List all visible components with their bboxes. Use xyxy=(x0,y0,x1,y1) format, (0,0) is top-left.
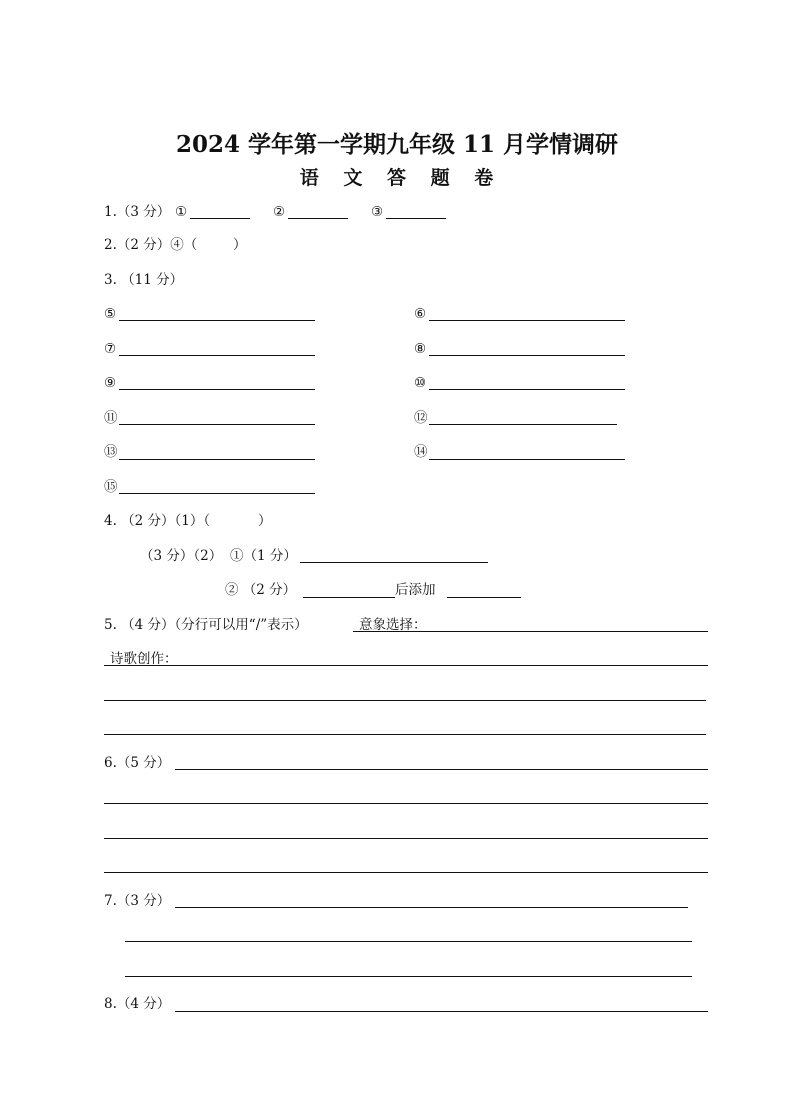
q3-label: 3. （11 分） xyxy=(104,272,184,288)
q6-answer-line-1[interactable] xyxy=(175,769,708,770)
q3-mark-8: ⑧ xyxy=(414,341,427,357)
q4-sub2-label: ② （2 分） xyxy=(225,582,297,598)
q3-answer-13[interactable] xyxy=(119,459,315,460)
q7-answer-line-1[interactable] xyxy=(175,907,688,908)
q5-imagery-label: 意象选择： xyxy=(359,617,427,633)
q4-part2-label: （3 分）（2） xyxy=(140,548,223,564)
q3-answer-11[interactable] xyxy=(119,424,315,425)
q2-label: 2.（2 分）④（ xyxy=(104,237,198,253)
q3-answer-10[interactable] xyxy=(429,389,625,390)
q3-answer-14[interactable] xyxy=(429,459,625,460)
q3-mark-9: ⑨ xyxy=(104,375,117,391)
q3-answer-6[interactable] xyxy=(429,320,625,321)
q3-mark-11: ⑪ xyxy=(104,410,118,426)
q1-answer-1[interactable] xyxy=(190,218,250,219)
q3-answer-12[interactable] xyxy=(429,424,617,425)
q6-label: 6.（5 分） xyxy=(104,755,171,771)
q4-sub1-label: ①（1 分） xyxy=(230,548,297,564)
q3-mark-15: ⑮ xyxy=(104,479,118,495)
q8-answer-line-1[interactable] xyxy=(175,1011,708,1012)
q1-label: 1.（3 分） xyxy=(104,204,171,220)
q3-answer-8[interactable] xyxy=(429,355,625,356)
page-subtitle: 语 文 答 题 卷 xyxy=(299,167,503,189)
q3-mark-13: ⑬ xyxy=(104,444,118,460)
q4-sub1-answer[interactable] xyxy=(300,562,488,563)
q4-add-after: 后添加 xyxy=(395,582,436,598)
q5-imagery-answer[interactable] xyxy=(353,631,708,632)
q4-sub2-answer-1[interactable] xyxy=(303,597,395,598)
q6-answer-line-4[interactable] xyxy=(104,872,708,873)
q3-answer-15[interactable] xyxy=(119,493,315,494)
q5-poem-line-3[interactable] xyxy=(104,734,706,735)
q5-poem-label: 诗歌创作： xyxy=(110,651,178,667)
q5-label: 5. （4 分）（分行可以用“/”表示） xyxy=(104,617,308,633)
q5-poem-line-2[interactable] xyxy=(104,700,706,701)
q5-poem-line-1[interactable] xyxy=(104,665,708,666)
q1-answer-2[interactable] xyxy=(288,218,348,219)
page-title: 2024 学年第一学期九年级 11 月学情调研 xyxy=(175,131,619,158)
q1-mark-1: ① xyxy=(175,204,188,220)
q1-mark-2: ② xyxy=(273,204,286,220)
q4-paren-close: ） xyxy=(258,513,272,529)
q3-answer-7[interactable] xyxy=(119,355,315,356)
q3-mark-12: ⑫ xyxy=(414,410,428,426)
q1-mark-3: ③ xyxy=(371,204,384,220)
q1-answer-3[interactable] xyxy=(386,218,446,219)
q6-answer-line-2[interactable] xyxy=(104,803,708,804)
q7-answer-line-2[interactable] xyxy=(125,941,692,942)
q3-answer-5[interactable] xyxy=(119,320,315,321)
q6-answer-line-3[interactable] xyxy=(104,838,708,839)
q2-paren-close: ） xyxy=(233,237,247,253)
q3-mark-10: ⑩ xyxy=(414,375,427,391)
q3-mark-7: ⑦ xyxy=(104,341,117,357)
q7-label: 7.（3 分） xyxy=(104,893,171,909)
q4-label: 4. （2 分）（1）（ xyxy=(104,513,211,529)
q4-sub2-answer-2[interactable] xyxy=(447,597,521,598)
q3-mark-5: ⑤ xyxy=(104,306,117,322)
q3-mark-6: ⑥ xyxy=(414,306,427,322)
q8-label: 8.（4 分） xyxy=(104,996,171,1012)
q7-answer-line-3[interactable] xyxy=(125,976,692,977)
q3-mark-14: ⑭ xyxy=(414,444,428,460)
q3-answer-9[interactable] xyxy=(119,389,315,390)
